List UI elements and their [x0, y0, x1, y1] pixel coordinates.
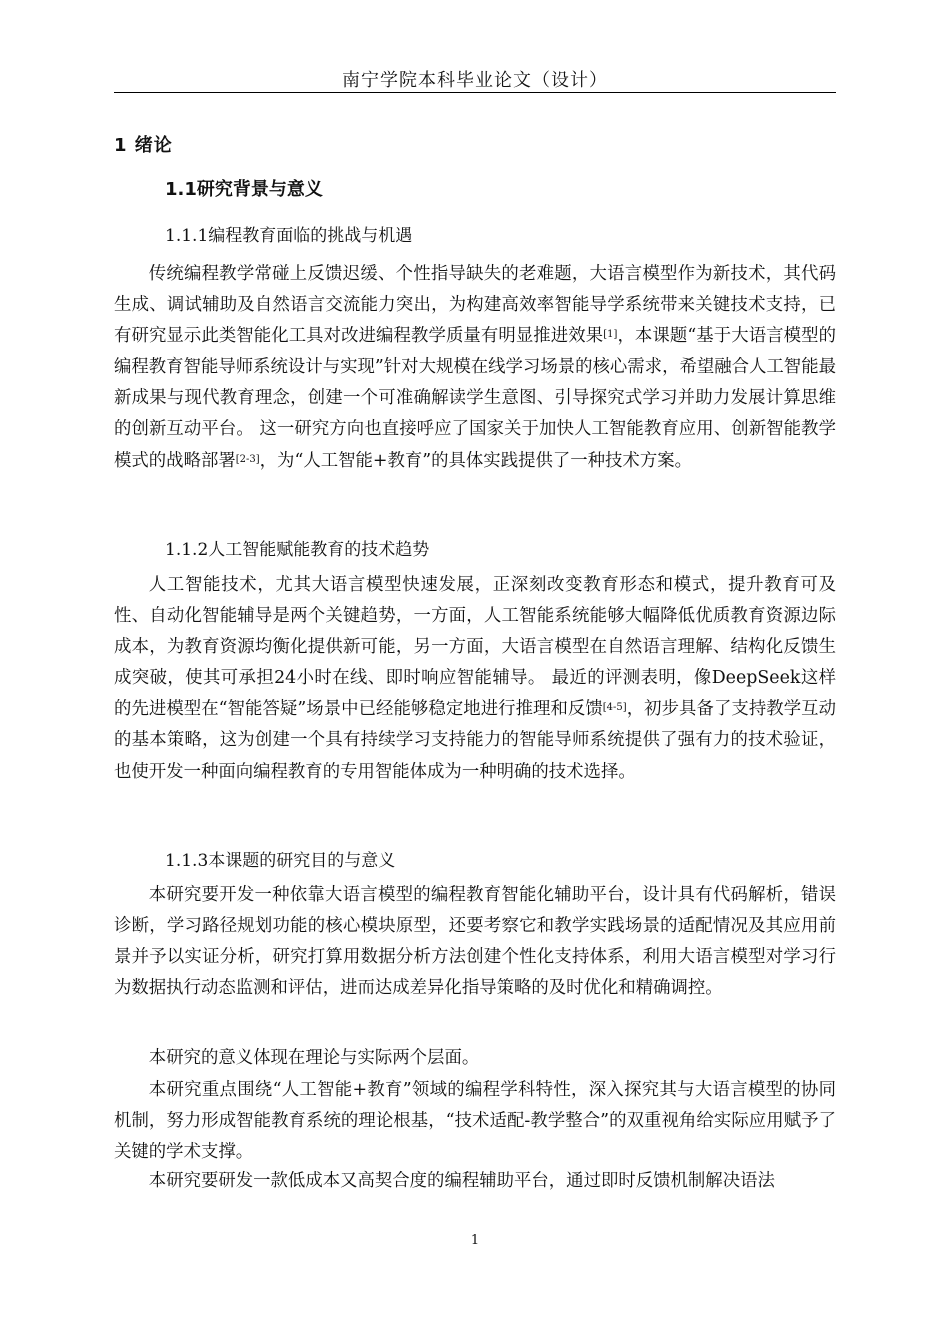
paragraph-text: ，本课题“基于大语言模型的编程教育智能导师系统设计与实现”针对大规模在线学习场景的核心需求，希望融合人工智能最新成果与现代教育理念，创建一个可准确解读学生意图、引导探究式学习并助力发展计算思维的创新互动平台。 这一研究方向也直接呼应了国家关于加快人工智能教育应用、创新智能教学模式的战略部署 [114, 326, 836, 471]
paragraph-1-1-1 [114, 259, 836, 477]
paragraph-1-1-3-a: 本研究要开发一种依靠大语言模型的编程教育智能化辅助平台，设计具有代码解析，错误诊断，学习路径规划功能的核心模块原型，还要考察它和教学实践场景的适配情况及其应用前景并予以实证分析，研究打算用数据分析方法创建个性化支持体系，利用大语言模型对学习行为数据执行动态监测和评估，进而达成差异化指导策略的及时优化和精确调控。 [114, 885, 836, 999]
chapter-title: 1 绪论 [114, 135, 173, 156]
paragraph-1-1-2 [114, 570, 836, 788]
citation: [1] [603, 329, 618, 341]
paragraph-text: ，为“人工智能+教育”的具体实践提供了一种技术方案。 [259, 450, 692, 471]
subsection-heading-1-1-3: 1.1.3本课题的研究目的与意义 [165, 851, 396, 871]
header-divider [114, 92, 836, 93]
paragraph-1-1-3-c: 本研究重点围绕“人工智能+教育”领域的编程学科特性，深入探究其与大语言模型的协同机制，努力形成智能教育系统的理论根基，“技术适配-教学整合”的双重视角给实际应用赋予了关键的学术支撑。 [114, 1080, 836, 1163]
citation: [4-5] [602, 702, 627, 714]
citation: [2-3] [235, 453, 260, 465]
paragraph-1-1-3-b: 本研究的意义体现在理论与实际两个层面。 [148, 1048, 480, 1068]
page-number: 1 [470, 1233, 480, 1248]
paragraph-text: 传统编程教学常碰上反馈迟缓、个性指导缺失的老难题，大语言模型作为新技术，其代码生成、调试辅助及自然语言交流能力突出，为构建高效率智能导学系统带来关键技术支持，已有研究显示此类智能化工具对改进编程教学质量有明显推进效果 [114, 264, 836, 347]
paragraph-1-1-3-d: 本研究要研发一款低成本又高契合度的编程辅助平台，通过即时反馈机制解决语法 [148, 1171, 775, 1191]
subsection-heading-1-1-2: 1.1.2人工智能赋能教育的技术趋势 [165, 540, 430, 560]
subsection-heading-1-1-1: 1.1.1编程教育面临的挑战与机遇 [165, 226, 413, 246]
paragraph-text: ，初步具备了支持教学互动的基本策略，这为创建一个具有持续学习支持能力的智能导师系统提供了强有力的技术验证，也使开发一种面向编程教育的专用智能体成为一种明确的技术选择。 [114, 699, 836, 782]
section-heading-1-1: 1.1研究背景与意义 [165, 179, 323, 200]
running-header: 南宁学院本科毕业论文（设计） [342, 70, 608, 91]
paragraph-text: 人工智能技术，尤其大语言模型快速发展，正深刻改变教育形态和模式，提升教育可及性、自动化智能辅导是两个关键趋势，一方面，人工智能系统能够大幅降低优质教育资源边际成本，为教育资源均衡化提供新可能，另一方面，大语言模型在自然语言理解、结构化反馈生成突破，使其可承担24小时在线、即时响应智能辅导。 最近的评测表明，像DeepSeek这样的先进模型在“智能答疑”场景中已经能够稳定地进行推理和反馈 [114, 575, 836, 720]
